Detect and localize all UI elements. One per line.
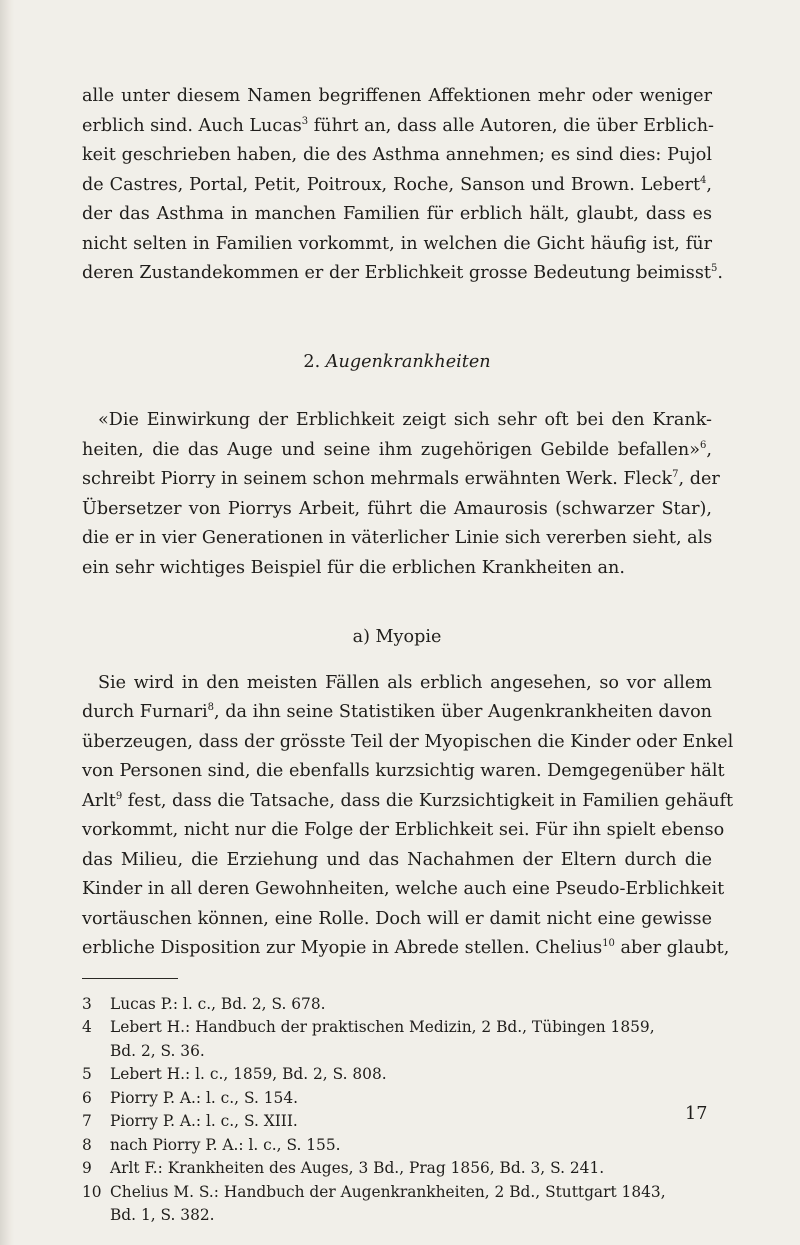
text-line: nicht selten in Familien vorkommt, in welchen die Gicht häufig ist, für (82, 233, 712, 254)
page-number: 17 (685, 1104, 708, 1124)
footnote: 5 Lebert H.: l. c., 1859, Bd. 2, S. 808. (82, 1065, 387, 1083)
footnote: 7 Piorry P. A.: l. c., S. XIII. (82, 1112, 298, 1130)
footnote-ref[interactable]: 7 (672, 469, 679, 480)
text-line: das Milieu, die Erziehung und das Nachahmen der Eltern durch die (82, 849, 712, 870)
text-line: durch Furnari$^8$, da ihn seine Statistiken über Augenkrankheiten davon (82, 702, 713, 722)
text-line: alle unter diesem Namen begriffenen Affektionen mehr oder weniger (82, 86, 712, 106)
section-heading: 2. Augenkrankheiten (303, 351, 491, 372)
text-line: «Die Einwirkung der Erblichkeit zeigt sich sehr oft bei den Krank- (98, 410, 712, 430)
text-line: ein sehr wichtiges Beispiel für die erblichen Krankheiten an. (82, 557, 625, 578)
text-line: überzeugen, dass der grösste Teil der Myopischen die Kinder oder Enkel (82, 731, 734, 752)
text-line: der das Asthma in manchen Familien für erblich hält, glaubt, dass es (82, 204, 712, 224)
text-line: von Personen sind, die ebenfalls kurzsichtig waren. Demgegenüber hält (82, 761, 725, 781)
text-line: heiten, die das Auge und seine ihm zugehörigen Gebilde befallen»$^6$, (82, 439, 712, 460)
text-line: keit geschrieben haben, die des Asthma annehmen; es sind dies: Pujol (82, 145, 712, 165)
text-line: schreibt Piorry in seinem schon mehrmals erwähnten Werk. Fleck$^7$, der (82, 469, 720, 489)
text-line: Kinder in all deren Gewohnheiten, welche auch eine Pseudo-Erblichkeit (82, 879, 725, 899)
text-line: de Castres, Portal, Petit, Poitroux, Roche, Sanson und Brown. Lebert$^4$, (82, 174, 712, 195)
text-line: vortäuschen können, eine Rolle. Doch will er damit nicht eine gewisse (82, 908, 712, 929)
footnote-ref[interactable]: 4 (700, 174, 707, 186)
footnote-ref[interactable]: 5 (710, 263, 718, 274)
footnote: 9 Arlt F.: Krankheiten des Auges, 3 Bd., Prag 1856, Bd. 3, S. 241. (82, 1159, 605, 1177)
footnote: 3 Lucas P.: l. c., Bd. 2, S. 678. (82, 994, 326, 1013)
footnote-continuation: Bd. 2, S. 36. (110, 1041, 205, 1060)
footnote-ref[interactable]: 10 (602, 938, 615, 949)
text-line: deren Zustandekommen er der Erblichkeit grosse Bedeutung beimisst$^5$. (82, 263, 723, 283)
paragraph-asthma (82, 82, 723, 289)
footnote-continuation: Bd. 1, S. 382. (110, 1206, 215, 1224)
subsection-heading: a) Myopie (352, 627, 442, 647)
text-line: erbliche Disposition zur Myopie in Abrede stellen. Chelius$^{10}$ aber glaubt, (82, 938, 730, 958)
text-line: erblich sind. Auch Lucas$^3$ führt an, dass alle Autoren, die über Erblich- (82, 115, 714, 136)
text-line: Arlt$^9$ fest, dass die Tatsache, dass die Kurzsichtigkeit in Familien gehäuft (82, 790, 734, 811)
page-edge-shadow (0, 0, 14, 1245)
text-line: Übersetzer von Piorrys Arbeit, führt die Amaurosis (schwarzer Star), (82, 498, 712, 519)
text-line: vorkommt, nicht nur die Folge der Erblichkeit sei. Für ihn spielt ebenso (82, 820, 725, 840)
text-line: die er in vier Generationen in väterlicher Linie sich vererben sieht, als (82, 528, 713, 548)
footnote: 10 Chelius M. S.: Handbuch der Augenkrankheiten, 2 Bd., Stuttgart 1843, (82, 1182, 666, 1201)
footnotes (82, 993, 712, 1228)
footnote-ref[interactable]: 3 (301, 115, 309, 127)
footnote: 6 Piorry P. A.: l. c., S. 154. (82, 1088, 298, 1107)
footnote: 4 Lebert H.: Handbuch der praktischen Medizin, 2 Bd., Tübingen 1859, (82, 1018, 655, 1036)
footnote-ref[interactable]: 9 (115, 790, 123, 802)
footnote-ref[interactable]: 6 (700, 439, 707, 451)
text-line: Sie wird in den meisten Fällen als erblich angesehen, so vor allem (98, 672, 712, 693)
paragraph-eye-diseases (82, 406, 720, 583)
footnote-ref[interactable]: 8 (207, 702, 214, 713)
footnote: 8 nach Piorry P. A.: l. c., S. 155. (82, 1135, 341, 1154)
paragraph-myopia (82, 669, 734, 964)
page-body (82, 82, 734, 1228)
